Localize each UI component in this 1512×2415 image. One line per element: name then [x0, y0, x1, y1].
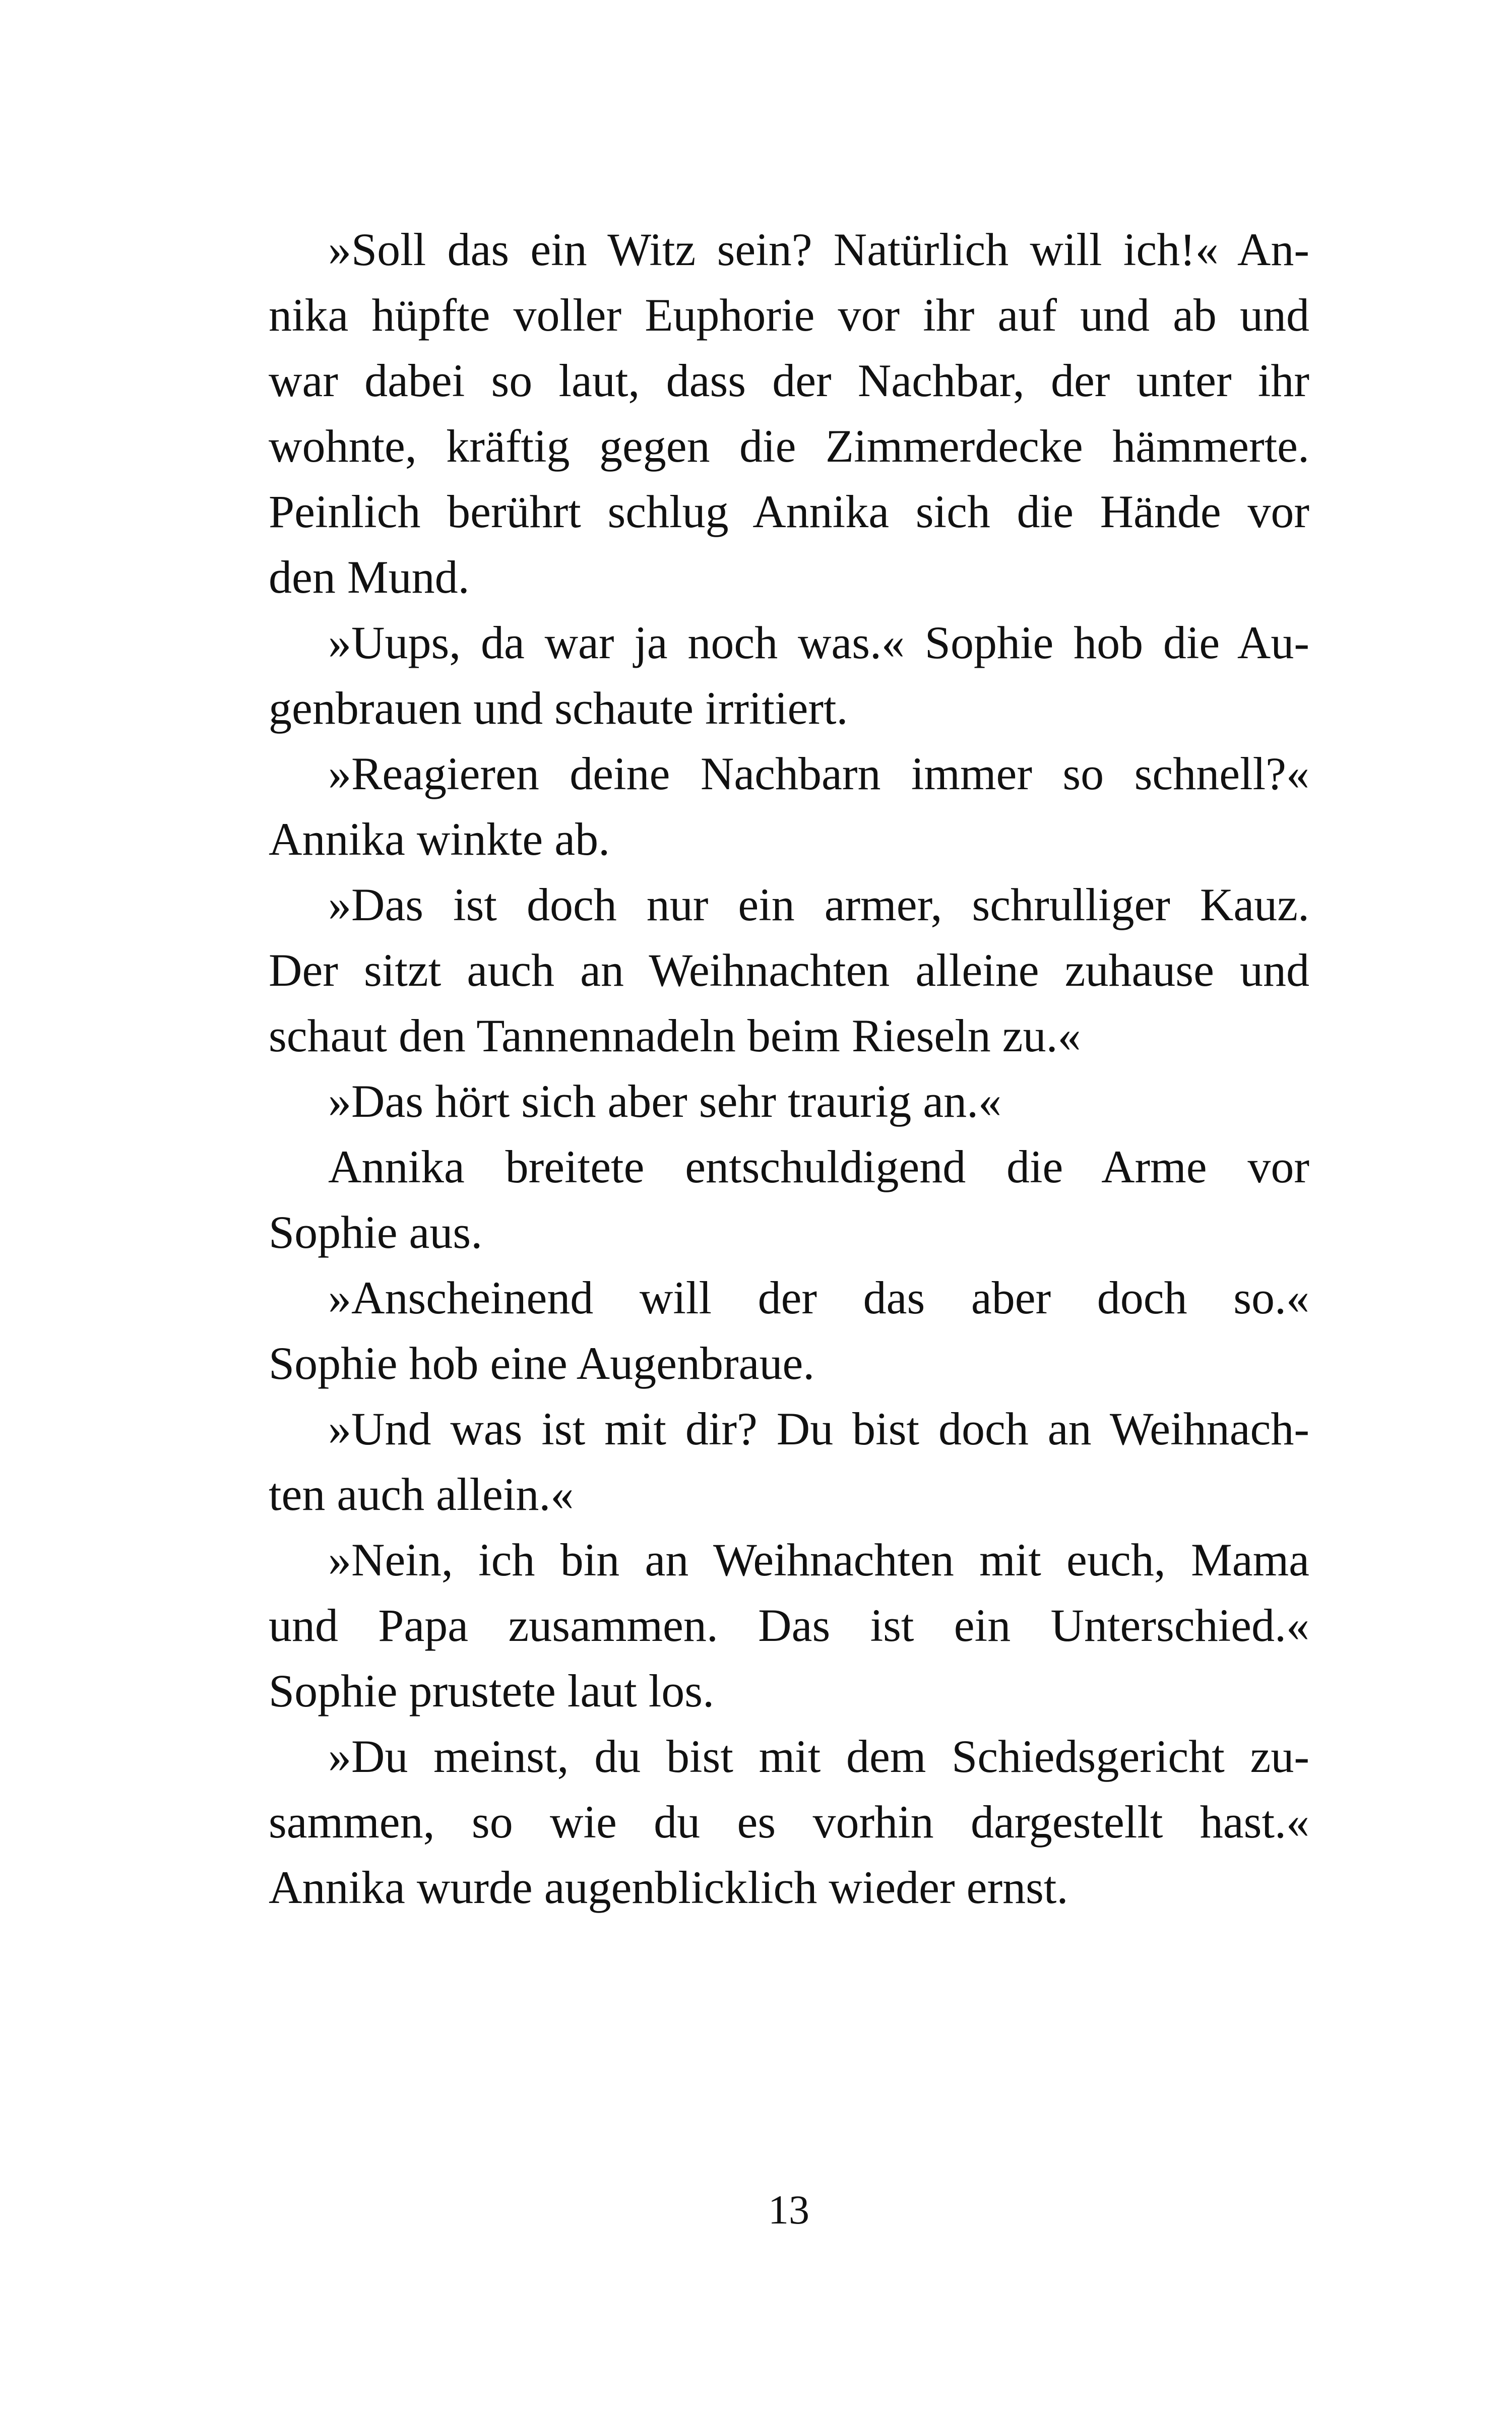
text-line: Annika winkte ab.: [269, 813, 610, 865]
text-line: »Reagieren deine Nachbarn immer so schnell?«: [328, 748, 1309, 799]
text-line: »Das hört sich aber sehr traurig an.«: [328, 1075, 1002, 1127]
text-line: Sophie prustete laut los.: [269, 1665, 715, 1717]
text-line: »Du meinst, du bist mit dem Schiedsgericht zu-: [328, 1731, 1309, 1782]
text-line: war dabei so laut, dass der Nachbar, der unter ihr: [269, 355, 1309, 406]
text-line: genbrauen und schaute irritiert.: [269, 682, 848, 734]
text-line: »Das ist doch nur ein armer, schrulliger Kauz.: [328, 879, 1309, 930]
text-line: und Papa zusammen. Das ist ein Unterschied.«: [269, 1600, 1309, 1651]
text-line: »Soll das ein Witz sein? Natürlich will ich!« An-: [328, 224, 1309, 275]
text-line: Sophie hob eine Augenbraue.: [269, 1338, 815, 1389]
text-line: Der sitzt auch an Weihnachten alleine zuhause und: [269, 944, 1309, 996]
text-line: sammen, so wie du es vorhin dargestellt hast.«: [269, 1796, 1309, 1848]
text-line: wohnte, kräftig gegen die Zimmerdecke hämmerte.: [269, 420, 1309, 472]
text-line: »Nein, ich bin an Weihnachten mit euch, Mama: [328, 1534, 1309, 1585]
text-line: schaut den Tannennadeln beim Rieseln zu.«: [269, 1010, 1081, 1061]
text-line: »Und was ist mit dir? Du bist doch an Weihnach-: [328, 1403, 1309, 1454]
text-line: Annika wurde augenblicklich wieder ernst.: [269, 1862, 1068, 1913]
page-number: 13: [768, 2187, 809, 2233]
text-line: »Uups, da war ja noch was.« Sophie hob die Au-: [328, 617, 1309, 668]
text-line: Peinlich berührt schlug Annika sich die Hände vor: [269, 486, 1309, 537]
text-line: nika hüpfte voller Euphorie vor ihr auf und ab und: [269, 289, 1309, 341]
text-line: Annika breitete entschuldigend die Arme vor: [328, 1141, 1309, 1192]
text-line: den Mund.: [269, 551, 470, 603]
text-line: ten auch allein.«: [269, 1469, 574, 1520]
text-line: Sophie aus.: [269, 1206, 483, 1258]
page-body-text: [269, 217, 1309, 1920]
text-line: »Anscheinend will der das aber doch so.«: [328, 1272, 1309, 1323]
